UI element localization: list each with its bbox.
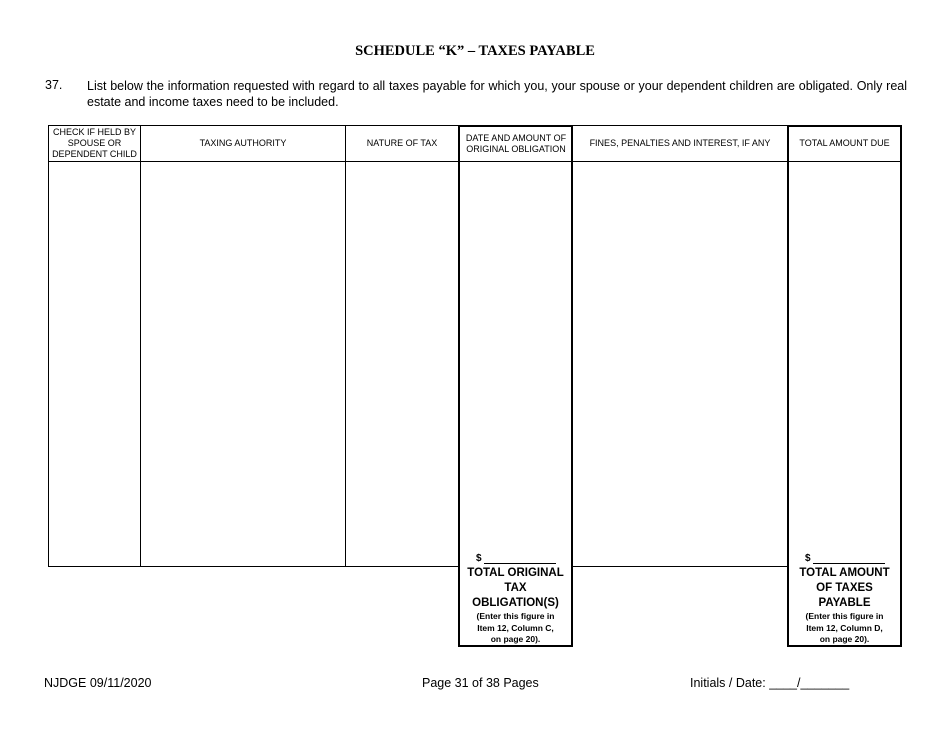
- total-payable-line-3: PAYABLE: [818, 597, 871, 609]
- taxing-authority-entry-area[interactable]: [141, 162, 345, 566]
- spouse-check-entry-area[interactable]: [49, 162, 140, 566]
- total-obligation-line-1: TOTAL ORIGINAL: [467, 567, 564, 579]
- table-bottom-fines: [572, 566, 788, 567]
- total-payable-note-3: on page 20).: [819, 634, 870, 644]
- total-payable-note-2: Item 12, Column D,: [806, 622, 883, 633]
- footer-page-number: Page 31 of 38 Pages: [422, 676, 539, 690]
- col-header-total-amount-due: TOTAL AMOUNT DUE: [799, 138, 890, 148]
- total-obligation-blank[interactable]: [484, 553, 556, 564]
- total-obligation-note-2: Item 12, Column C,: [477, 622, 554, 633]
- fines-penalties-entry-area[interactable]: [573, 162, 787, 566]
- total-payable-field[interactable]: [805, 553, 885, 564]
- total-obligation-label: [460, 566, 571, 646]
- total-payable-blank[interactable]: [813, 553, 885, 564]
- total-obligation-line-3: OBLIGATION(S): [472, 597, 559, 609]
- item-number: 37.: [45, 78, 63, 92]
- col-header-taxing-authority: TAXING AUTHORITY: [199, 138, 287, 148]
- total-payable-note-1: (Enter this figure in: [805, 611, 884, 621]
- page-title: SCHEDULE “K” – TAXES PAYABLE: [355, 43, 595, 59]
- total-payable-line-1: TOTAL AMOUNT: [799, 567, 890, 579]
- item-instructions: List below the information requested with regard to all taxes payable for which you, your spouse or your dependent children are obligated. Only real estate and income taxes need to be included.: [87, 79, 907, 109]
- nature-of-tax-entry-area[interactable]: [346, 162, 458, 566]
- total-obligation-note-1: (Enter this figure in: [476, 611, 555, 621]
- total-payable-line-2: OF TAXES: [816, 582, 873, 594]
- col-header-nature-of-tax: NATURE OF TAX: [366, 138, 438, 148]
- col-header-fines-penalties: FINES, PENALTIES AND INTEREST, IF ANY: [589, 138, 771, 148]
- total-obligation-line-2: TAX: [504, 582, 527, 594]
- total-amount-due-entry-area[interactable]: [789, 162, 900, 550]
- col-line-6: [900, 125, 902, 647]
- table-bottom-left: [48, 566, 459, 567]
- col-header-spouse-check: CHECK IF HELD BY SPOUSE OR DEPENDENT CHILD: [52, 127, 137, 159]
- total-obligation-field[interactable]: [476, 553, 556, 564]
- total-payable-label: [789, 566, 900, 646]
- col-header-original-obligation: DATE AND AMOUNT OF ORIGINAL OBLIGATION: [465, 132, 567, 154]
- footer-initials-date[interactable]: Initials / Date: ____/_______: [690, 676, 850, 690]
- total-obligation-note-3: on page 20).: [490, 634, 541, 644]
- dollar-sign: $: [476, 553, 482, 564]
- dollar-sign: $: [805, 553, 811, 564]
- footer-form-id: NJDGE 09/11/2020: [44, 676, 152, 690]
- original-obligation-entry-area[interactable]: [460, 162, 571, 550]
